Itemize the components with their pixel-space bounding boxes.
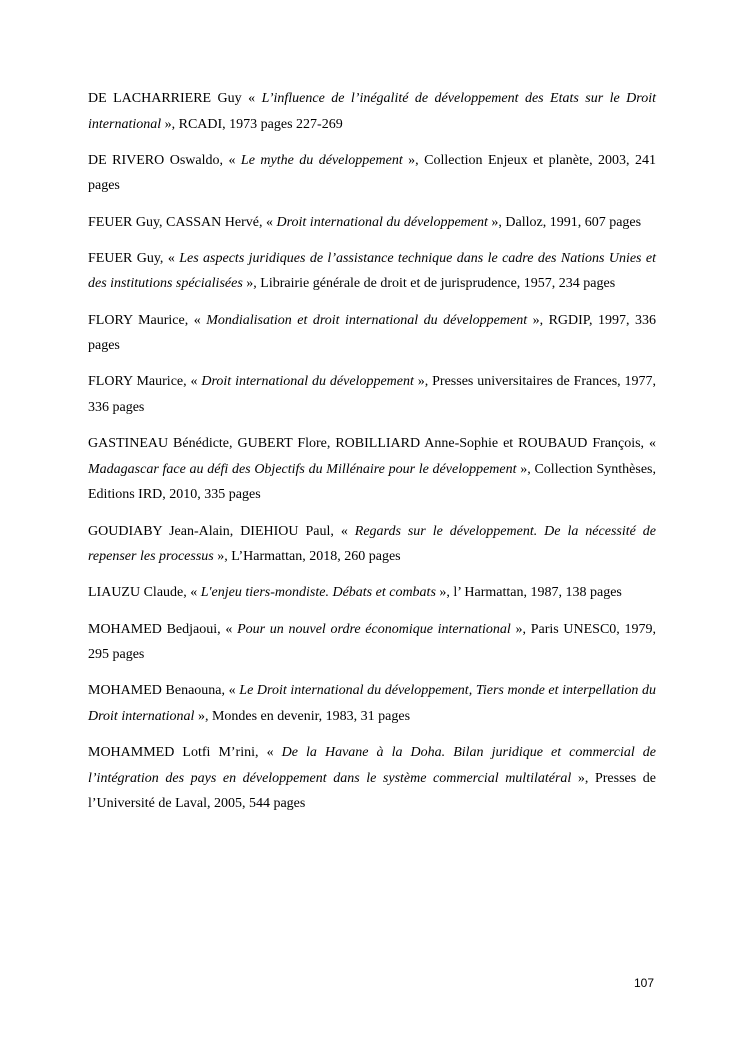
entry-title: Droit international du développement: [201, 374, 414, 390]
entry-details: l’ Harmattan, 1987, 138 pages: [453, 585, 622, 601]
entry-authors: DE LACHARRIERE Guy: [88, 91, 249, 106]
entry-open-quote: «: [190, 374, 202, 390]
entry-title: Droit international du développement: [276, 214, 488, 230]
entry-title: De la Havane à la Doha. Bilan juridique et commercial de l’intégration des pays en développement dans le système commercial multilatéral: [88, 745, 656, 786]
entry-authors: FLORY Maurice,: [88, 374, 191, 390]
entry-close-quote: »,: [402, 152, 425, 168]
entry-close-quote: »,: [571, 770, 595, 786]
bibliography-entry: [88, 740, 656, 817]
entry-open-quote: «: [340, 523, 355, 539]
entry-authors: LIAUZU Claude,: [88, 585, 191, 601]
bibliography-entry: [88, 148, 656, 199]
entry-details: Presses de l’Université de Laval, 2005, 544 pages: [88, 770, 657, 812]
entry-details: Paris UNESC0, 1979, 295 pages: [88, 621, 657, 663]
entry-close-quote: »,: [435, 585, 454, 601]
entry-details: Dalloz, 1991, 607 pages: [505, 214, 642, 230]
entry-open-quote: «: [248, 91, 262, 106]
entry-title: L'enjeu tiers-mondiste. Débats et combats: [200, 585, 436, 601]
entry-details: RGDIP, 1997, 336 pages: [88, 312, 657, 354]
entry-close-quote: »,: [510, 621, 531, 637]
bibliography-entry: [88, 678, 656, 729]
entry-authors: MOHAMED Bedjaoui,: [88, 621, 226, 637]
entry-title: Madagascar face au défi des Objectifs du Millénaire pour le développement: [88, 461, 517, 477]
entry-open-quote: «: [228, 152, 241, 168]
entry-authors: FLORY Maurice,: [88, 312, 194, 328]
page-number: 107: [633, 976, 654, 990]
entry-title: Le mythe du développement: [240, 152, 403, 168]
entry-authors: MOHAMED Benaouna,: [88, 683, 229, 699]
entry-close-quote: »,: [516, 461, 535, 477]
entry-open-quote: «: [193, 312, 207, 328]
bibliography-entry: [88, 246, 656, 297]
entry-authors: MOHAMMED Lotfi M’rini,: [88, 745, 267, 761]
entry-authors: FEUER Guy,: [88, 250, 168, 266]
bibliography-entry: [88, 519, 656, 570]
bibliography-entry: [88, 431, 656, 508]
entry-details: Librairie générale de droit et de jurisprudence, 1957, 234 pages: [260, 276, 616, 292]
entry-close-quote: »,: [487, 214, 506, 230]
entry-open-quote: «: [167, 250, 180, 266]
entry-close-quote: »,: [527, 312, 549, 328]
bibliography-entry: [88, 617, 656, 668]
entry-authors: GOUDIABY Jean-Alain, DIEHIOU Paul,: [88, 523, 341, 539]
entry-title: Les aspects juridiques de l’assistance technique dans le cadre des Nations Unies et des institutions spécialisées: [88, 250, 656, 292]
entry-close-quote: »,: [213, 549, 232, 565]
entry-close-quote: »,: [194, 708, 212, 724]
entry-title: L’influence de l’inégalité de développement des Etats sur le Droit international: [88, 91, 656, 132]
bibliography-entry: [88, 369, 656, 420]
entry-open-quote: «: [228, 683, 240, 699]
entry-close-quote: »,: [413, 374, 433, 390]
entry-title: Regards sur le développement. De la nécessité de repenser les processus: [88, 523, 656, 565]
entry-close-quote: »,: [161, 116, 179, 132]
entry-open-quote: «: [225, 621, 238, 637]
entry-open-quote: «: [190, 585, 201, 601]
bibliography-entry: [88, 580, 656, 606]
bibliography-entry: [88, 86, 656, 137]
bibliography-list: [88, 86, 656, 828]
bibliography-entry: [88, 308, 656, 359]
entry-details: Collection Enjeux et planète, 2003, 241 pages: [88, 152, 656, 194]
entry-details: Presses universitaires de Frances, 1977, 336 pages: [88, 374, 657, 415]
entry-title: Le Droit international du développement, Tiers monde et interpellation du Droit international: [88, 683, 657, 724]
entry-open-quote: «: [266, 745, 282, 761]
entry-title: Mondialisation et droit international du développement: [206, 312, 528, 328]
bibliography-entry: [88, 210, 656, 236]
entry-authors: DE RIVERO Oswaldo,: [88, 152, 229, 168]
entry-details: Mondes en devenir, 1983, 31 pages: [211, 708, 411, 724]
entry-details: L’Harmattan, 2018, 260 pages: [231, 549, 401, 565]
entry-details: Collection Synthèses, Editions IRD, 2010, 335 pages: [88, 461, 657, 503]
entry-open-quote: «: [649, 436, 656, 452]
entry-details: RCADI, 1973 pages 227-269: [178, 116, 343, 132]
entry-title: Pour un nouvel ordre économique international: [237, 621, 511, 637]
entry-close-quote: »,: [242, 276, 261, 292]
entry-authors: GASTINEAU Bénédicte, GUBERT Flore, ROBILLIARD Anne-Sophie et ROUBAUD François,: [88, 436, 649, 452]
entry-authors: FEUER Guy, CASSAN Hervé,: [88, 214, 266, 230]
entry-open-quote: «: [265, 214, 277, 230]
